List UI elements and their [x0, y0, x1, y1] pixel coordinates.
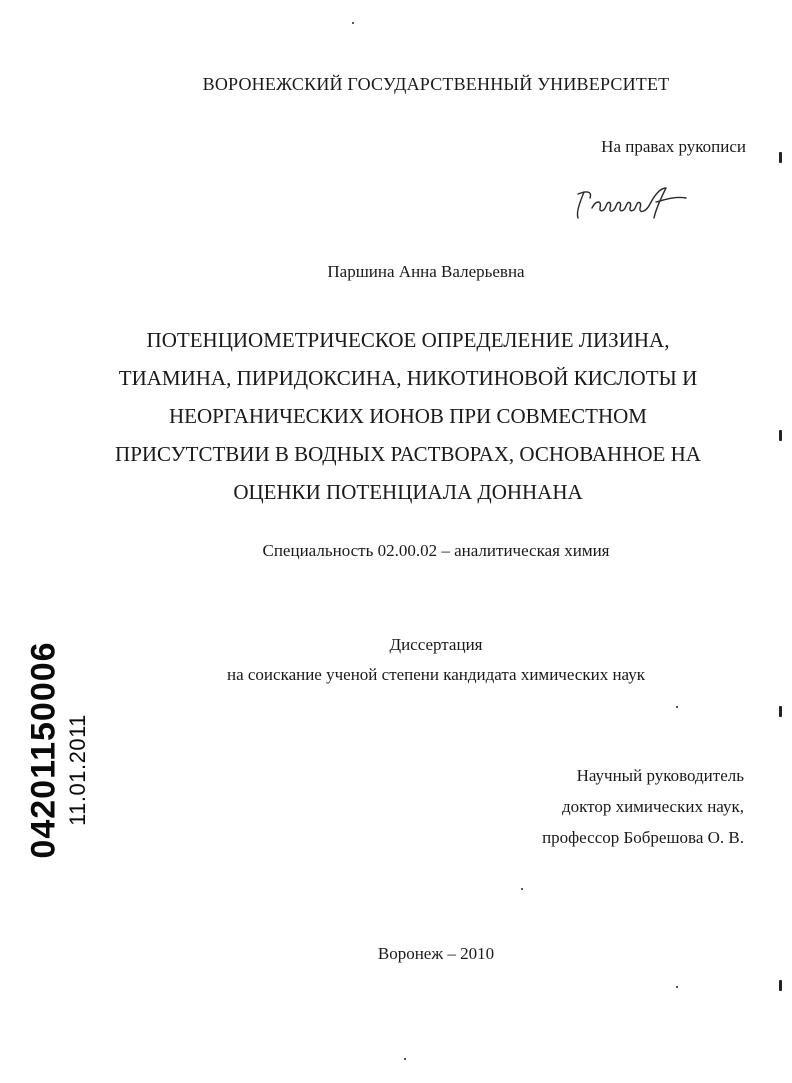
- title-line: НЕОРГАНИЧЕСКИХ ИОНОВ ПРИ СОВМЕСТНОМ: [169, 404, 647, 428]
- supervisor-degree: доктор химических наук,: [561, 797, 744, 816]
- title-line: ОЦЕНКИ ПОТЕНЦИАЛА ДОННАНА: [233, 480, 583, 504]
- scan-speck: [404, 1058, 406, 1060]
- author-signature: [570, 178, 700, 228]
- manuscript-rights-label: На правах рукописи: [601, 137, 746, 156]
- title-line: ПОТЕНЦИОМЕТРИЧЕСКОЕ ОПРЕДЕЛЕНИЕ ЛИЗИНА,: [146, 328, 670, 352]
- title-line: ПРИСУТСТВИИ В ВОДНЫХ РАСТВОРАХ, ОСНОВАННОЕ НА: [115, 442, 701, 466]
- city-year: Воронеж – 2010: [377, 944, 495, 963]
- scan-speck: [521, 888, 523, 890]
- university-name: ВОРОНЕЖСКИЙ ГОСУДАРСТВЕННЫЙ УНИВЕРСИТЕТ: [202, 74, 670, 94]
- dissertation-type: Диссертация: [389, 635, 483, 654]
- scan-speck: [676, 986, 678, 988]
- scan-mark: [779, 980, 782, 991]
- dissertation-title: [0, 321, 792, 511]
- supervisor-role: Научный руководитель: [576, 766, 744, 785]
- supervisor-block: [542, 760, 744, 853]
- dissertation-purpose: на соискание ученой степени кандидата химических наук: [226, 665, 645, 684]
- scan-mark: [779, 706, 782, 717]
- scan-mark: [779, 430, 782, 441]
- library-stamp-date: 11.01.2011: [65, 714, 90, 826]
- scan-mark: [779, 152, 782, 163]
- specialty-code: Специальность 02.00.02 – аналитическая химия: [262, 541, 610, 560]
- author-name: Паршина Анна Валерьевна: [327, 262, 525, 281]
- title-line: ТИАМИНА, ПИРИДОКСИНА, НИКОТИНОВОЙ КИСЛОТЫ И: [118, 366, 698, 390]
- supervisor-name: профессор Бобрешова О. В.: [542, 828, 744, 847]
- library-stamp-number: 04201150006: [24, 641, 63, 859]
- scan-speck: [676, 706, 678, 708]
- scan-speck: [352, 22, 354, 24]
